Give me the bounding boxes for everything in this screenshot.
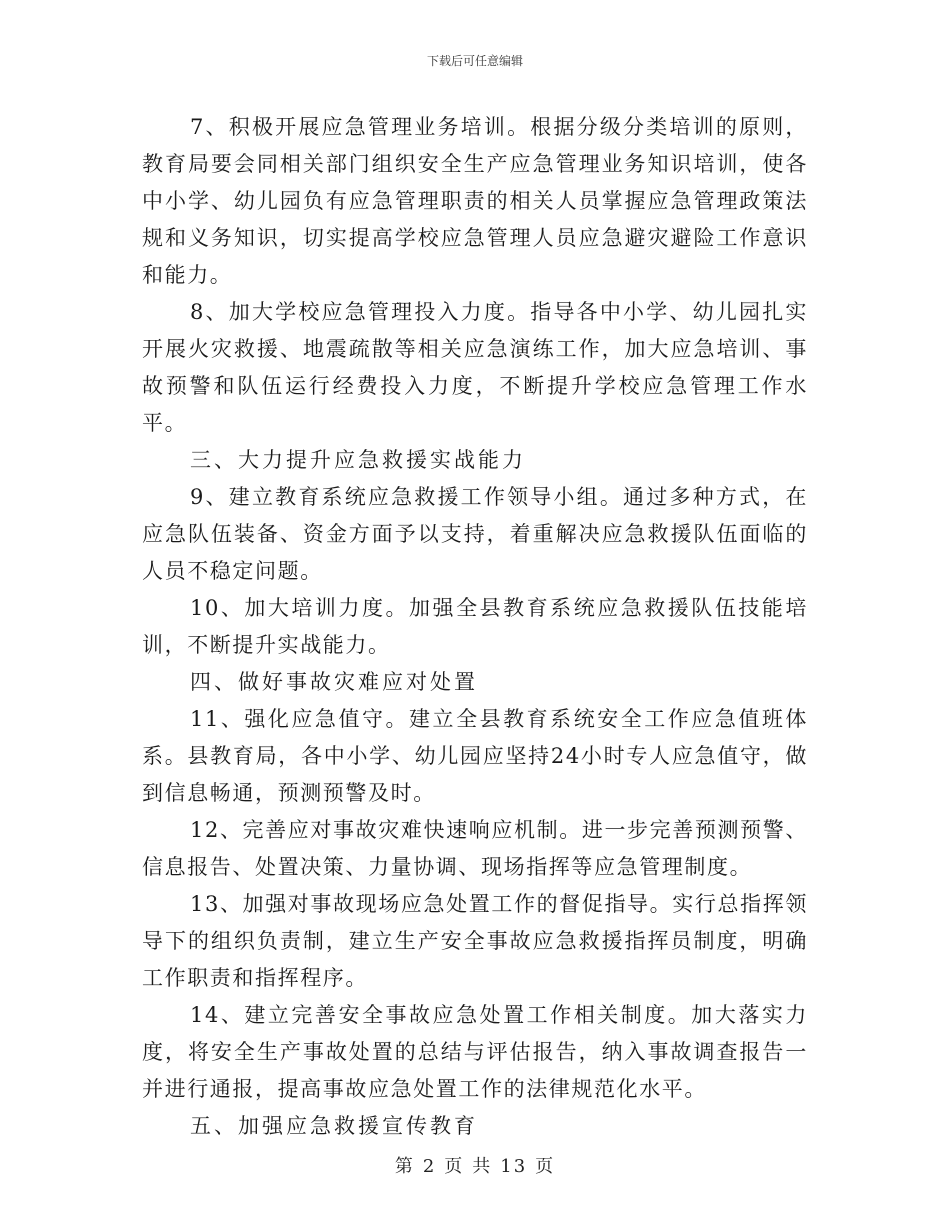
section-heading-4: 四、做好事故灾难应对处置 bbox=[190, 670, 478, 694]
footer-total-word: 共 bbox=[472, 1156, 493, 1177]
page-header-note: 下载后可任意编辑 bbox=[426, 54, 523, 68]
paragraph-item-12: 12、完善应对事故灾难快速响应机制。进一步完善预测预警、信息报告、处置决策、力量协调、现场指挥等应急管理制度。 bbox=[142, 818, 808, 879]
paragraph-item-7: 7、积极开展应急管理业务培训。根据分级分类培训的原则，教育局要会同相关部门组织安全生产应急管理业务知识培训，使各中小学、幼儿园负有应急管理职责的相关人员掌握应急管理政策法规和义务知识，切实提高学校应急管理人员应急避灾避险工作意识和能力。 bbox=[142, 115, 808, 287]
footer-page-prefix: 第 bbox=[394, 1156, 415, 1177]
page-number-footer bbox=[0, 1152, 950, 1178]
paragraph-item-14: 14、建立完善安全事故应急处置工作相关制度。加大落实力度，将安全生产事故处置的总结与评估报告，纳入事故调查报告一并进行通报，提高事故应急处置工作的法律规范化水平。 bbox=[142, 1003, 808, 1101]
paragraph-item-11: 11、强化应急值守。建立全县教育系统安全工作应急值班体系。县教育局，各中小学、幼儿园应坚持24小时专人应急值守，做到信息畅通，预测预警及时。 bbox=[142, 707, 808, 805]
section-heading-3: 三、大力提升应急救援实战能力 bbox=[190, 448, 526, 472]
footer-total-pages: 13 bbox=[500, 1156, 528, 1177]
paragraph-item-9: 9、建立教育系统应急救援工作领导小组。通过多种方式，在应急队伍装备、资金方面予以支持，着重解决应急救援队伍面临的人员不稳定问题。 bbox=[142, 485, 808, 583]
section-heading-5: 五、加强应急救援宣传教育 bbox=[190, 1114, 478, 1138]
paragraph-item-13: 13、加强对事故现场应急处置工作的督促指导。实行总指挥领导下的组织负责制，建立生产安全事故应急救援指挥员制度，明确工作职责和指挥程序。 bbox=[142, 892, 808, 990]
paragraph-item-8: 8、加大学校应急管理投入力度。指导各中小学、幼儿园扎实开展火灾救援、地震疏散等相关应急演练工作，加大应急培训、事故预警和队伍运行经费投入力度，不断提升学校应急管理工作水平。 bbox=[142, 300, 808, 435]
paragraph-item-10: 10、加大培训力度。加强全县教育系统应急救援队伍技能培训，不断提升实战能力。 bbox=[142, 596, 808, 657]
footer-page-number: 2 bbox=[422, 1156, 437, 1177]
footer-total-suffix: 页 bbox=[535, 1156, 556, 1177]
footer-page-word: 页 bbox=[444, 1156, 465, 1177]
document-body bbox=[142, 109, 808, 1145]
